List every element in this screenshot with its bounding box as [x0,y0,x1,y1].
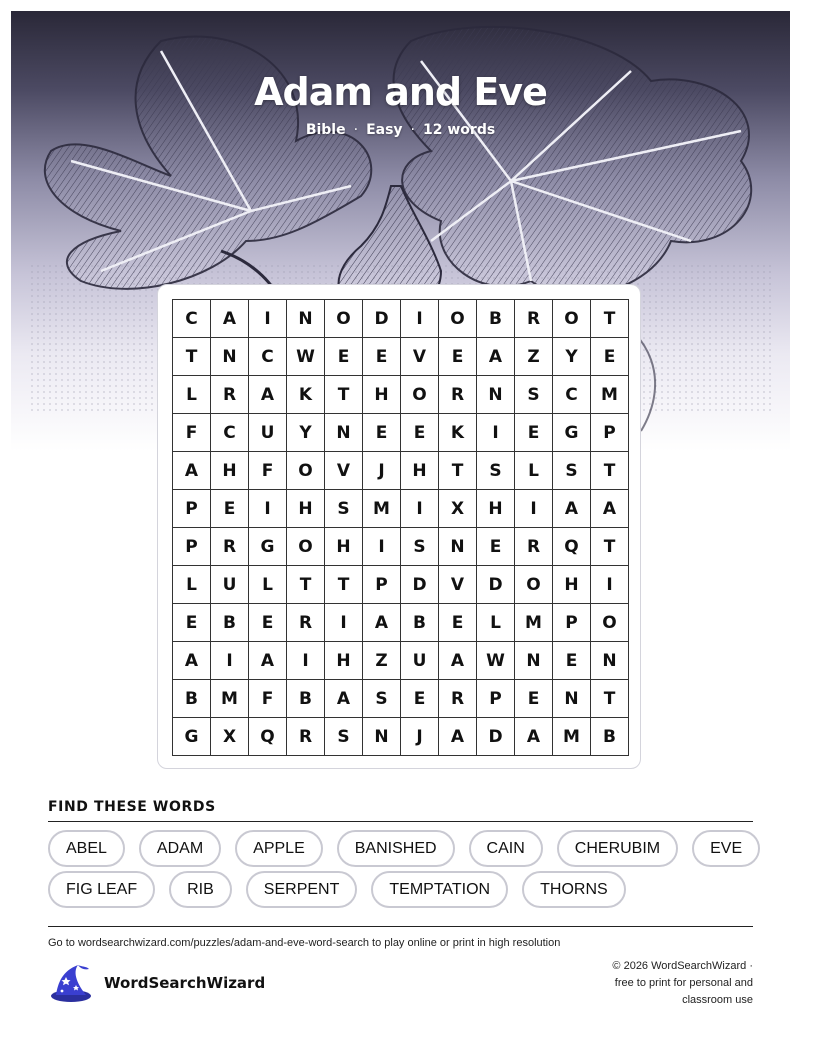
grid-cell[interactable]: I [363,528,401,566]
grid-cell[interactable]: P [363,566,401,604]
grid-cell[interactable]: C [211,414,249,452]
grid-cell[interactable]: R [439,680,477,718]
grid-cell[interactable]: H [211,452,249,490]
grid-cell[interactable]: H [553,566,591,604]
copyright-notice [573,958,753,1009]
grid-cell[interactable]: H [363,376,401,414]
grid-cell[interactable]: N [325,414,363,452]
word-chip[interactable]: CAIN [469,830,543,867]
grid-cell[interactable]: B [287,680,325,718]
grid-cell[interactable]: U [211,566,249,604]
grid-cell[interactable]: C [553,376,591,414]
grid-cell[interactable]: S [553,452,591,490]
letter-grid[interactable] [172,299,629,756]
divider [48,821,753,822]
divider [48,926,753,927]
grid-cell[interactable]: E [439,604,477,642]
grid-cell[interactable]: O [325,300,363,338]
grid-cell[interactable]: O [591,604,629,642]
grid-cell[interactable]: E [553,642,591,680]
difficulty-label: Easy [366,122,403,138]
grid-cell[interactable]: E [401,680,439,718]
grid-cell[interactable]: O [515,566,553,604]
grid-cell[interactable]: R [211,376,249,414]
grid-cell[interactable]: U [401,642,439,680]
grid-cell[interactable]: P [591,414,629,452]
grid-cell[interactable]: R [515,528,553,566]
grid-cell[interactable]: J [363,452,401,490]
grid-cell[interactable]: I [249,490,287,528]
grid-cell[interactable]: N [211,338,249,376]
grid-cell[interactable]: C [173,300,211,338]
grid-cell[interactable]: S [363,680,401,718]
grid-cell[interactable]: A [439,718,477,756]
grid-cell[interactable]: B [591,718,629,756]
grid-cell[interactable]: H [477,490,515,528]
grid-cell[interactable]: E [363,338,401,376]
grid-cell[interactable]: E [173,604,211,642]
grid-cell[interactable]: O [439,300,477,338]
grid-cell[interactable]: X [439,490,477,528]
wizard-hat-icon [48,963,92,1003]
grid-cell[interactable]: R [439,376,477,414]
grid-cell[interactable]: H [401,452,439,490]
grid-cell[interactable]: I [249,300,287,338]
word-chip[interactable]: APPLE [235,830,323,867]
grid-cell[interactable]: N [439,528,477,566]
grid-cell[interactable]: Z [515,338,553,376]
copyright-line: free to print for personal and [614,977,753,989]
grid-cell[interactable]: E [325,338,363,376]
grid-cell[interactable]: A [173,452,211,490]
grid-cell[interactable]: E [211,490,249,528]
grid-cell[interactable]: M [515,604,553,642]
grid-cell[interactable]: A [249,642,287,680]
meta-separator: · [410,122,415,138]
grid-cell[interactable]: T [591,680,629,718]
grid-cell[interactable]: H [325,528,363,566]
grid-cell[interactable]: Z [363,642,401,680]
grid-cell[interactable]: I [401,300,439,338]
grid-cell[interactable]: A [325,680,363,718]
grid-cell[interactable]: V [401,338,439,376]
grid-cell[interactable]: I [401,490,439,528]
grid-cell[interactable]: F [249,680,287,718]
grid-cell[interactable]: T [325,376,363,414]
word-chip[interactable]: ABEL [48,830,125,867]
page-title: Adam and Eve [254,70,547,114]
word-chip[interactable]: RIB [169,871,232,908]
grid-cell[interactable]: S [325,490,363,528]
grid-cell[interactable]: L [477,604,515,642]
grid-cell[interactable]: U [249,414,287,452]
grid-cell[interactable]: E [439,338,477,376]
grid-cell[interactable]: D [477,718,515,756]
grid-cell[interactable]: T [591,300,629,338]
copyright-line: © 2026 WordSearchWizard · [612,960,753,972]
category-label: Bible [305,122,346,138]
grid-cell[interactable]: W [287,338,325,376]
grid-cell[interactable]: B [211,604,249,642]
grid-cell[interactable]: T [439,452,477,490]
copyright-line: classroom use [682,994,753,1006]
grid-cell[interactable]: I [211,642,249,680]
word-chip[interactable]: SERPENT [246,871,358,908]
grid-cell[interactable]: T [173,338,211,376]
grid-cell[interactable]: T [325,566,363,604]
grid-cell[interactable]: S [515,376,553,414]
brand[interactable] [48,963,265,1003]
grid-cell[interactable]: P [173,528,211,566]
grid-cell[interactable]: A [363,604,401,642]
grid-cell[interactable]: N [363,718,401,756]
grid-cell[interactable]: O [401,376,439,414]
grid-cell[interactable]: I [591,566,629,604]
grid-cell[interactable]: J [401,718,439,756]
meta-separator: · [353,122,359,138]
grid-cell[interactable]: M [591,376,629,414]
footer-url-text[interactable]: Go to wordsearchwizard.com/puzzles/adam-and-eve-word-search to play online or print in high resolution [48,937,561,949]
grid-cell[interactable]: Q [553,528,591,566]
word-chip[interactable]: EVE [692,830,760,867]
word-chip[interactable]: TEMPTATION [371,871,508,908]
grid-cell[interactable]: N [515,642,553,680]
grid-cell[interactable]: O [287,452,325,490]
grid-cell[interactable]: I [477,414,515,452]
grid-cell[interactable]: V [439,566,477,604]
grid-cell[interactable]: C [249,338,287,376]
word-list-row [48,830,768,867]
grid-cell[interactable]: Y [287,414,325,452]
grid-cell[interactable]: L [249,566,287,604]
word-list-row [48,871,768,908]
grid-cell[interactable]: G [553,414,591,452]
grid-cell[interactable]: L [173,566,211,604]
grid-cell[interactable]: T [591,452,629,490]
grid-cell[interactable]: P [477,680,515,718]
grid-cell[interactable]: E [515,680,553,718]
word-chip[interactable]: THORNS [522,871,626,908]
grid-cell[interactable]: D [477,566,515,604]
grid-cell[interactable]: A [553,490,591,528]
grid-cell[interactable]: F [173,414,211,452]
grid-cell[interactable]: G [249,528,287,566]
grid-cell[interactable]: K [439,414,477,452]
grid-cell[interactable]: H [325,642,363,680]
grid-cell[interactable]: A [515,718,553,756]
grid-cell[interactable]: B [173,680,211,718]
grid-cell[interactable]: S [477,452,515,490]
word-list [48,830,768,912]
grid-cell[interactable]: K [287,376,325,414]
word-count-label: 12 words [423,122,496,138]
grid-cell[interactable]: Q [249,718,287,756]
grid-cell[interactable]: O [287,528,325,566]
grid-cell[interactable]: E [401,414,439,452]
grid-cell[interactable]: H [287,490,325,528]
grid-cell[interactable]: F [249,452,287,490]
grid-cell[interactable]: L [515,452,553,490]
brand-name: WordSearchWizard [104,974,266,992]
grid-cell[interactable]: D [363,300,401,338]
grid-cell[interactable]: I [515,490,553,528]
grid-cell[interactable]: B [401,604,439,642]
grid-cell[interactable]: E [477,528,515,566]
grid-cell[interactable]: N [287,300,325,338]
grid-cell[interactable]: A [591,490,629,528]
grid-cell[interactable]: T [591,528,629,566]
grid-cell[interactable]: N [591,642,629,680]
grid-cell[interactable]: A [173,642,211,680]
grid-cell[interactable]: A [439,642,477,680]
grid-cell[interactable]: A [211,300,249,338]
grid-cell[interactable]: P [553,604,591,642]
grid-cell[interactable]: L [173,376,211,414]
grid-cell[interactable]: I [325,604,363,642]
grid-cell[interactable]: X [211,718,249,756]
grid-cell[interactable]: D [401,566,439,604]
word-list-heading: FIND THESE WORDS [48,799,216,815]
grid-cell[interactable]: G [173,718,211,756]
grid-cell[interactable]: N [477,376,515,414]
grid-cell[interactable]: R [287,718,325,756]
grid-cell[interactable]: S [401,528,439,566]
puzzle-meta [11,122,790,138]
grid-cell[interactable]: E [591,338,629,376]
grid-cell[interactable]: W [477,642,515,680]
grid-cell[interactable]: A [249,376,287,414]
grid-cell[interactable]: B [477,300,515,338]
word-chip[interactable]: BANISHED [337,830,455,867]
grid-cell[interactable]: R [211,528,249,566]
grid-cell[interactable]: Y [553,338,591,376]
grid-cell[interactable]: I [287,642,325,680]
grid-cell[interactable]: N [553,680,591,718]
word-chip[interactable]: CHERUBIM [557,830,678,867]
word-chip[interactable]: FIG LEAF [48,871,155,908]
grid-cell[interactable]: S [325,718,363,756]
grid-cell[interactable]: O [553,300,591,338]
grid-cell[interactable]: M [211,680,249,718]
grid-cell[interactable]: E [515,414,553,452]
grid-cell[interactable]: R [287,604,325,642]
grid-cell[interactable]: M [553,718,591,756]
grid-cell[interactable]: R [515,300,553,338]
grid-cell[interactable]: V [325,452,363,490]
grid-cell[interactable]: T [287,566,325,604]
grid-cell[interactable]: M [363,490,401,528]
grid-cell[interactable]: E [363,414,401,452]
grid-cell[interactable]: P [173,490,211,528]
grid-cell[interactable]: A [477,338,515,376]
word-chip[interactable]: ADAM [139,830,221,867]
grid-cell[interactable]: E [249,604,287,642]
